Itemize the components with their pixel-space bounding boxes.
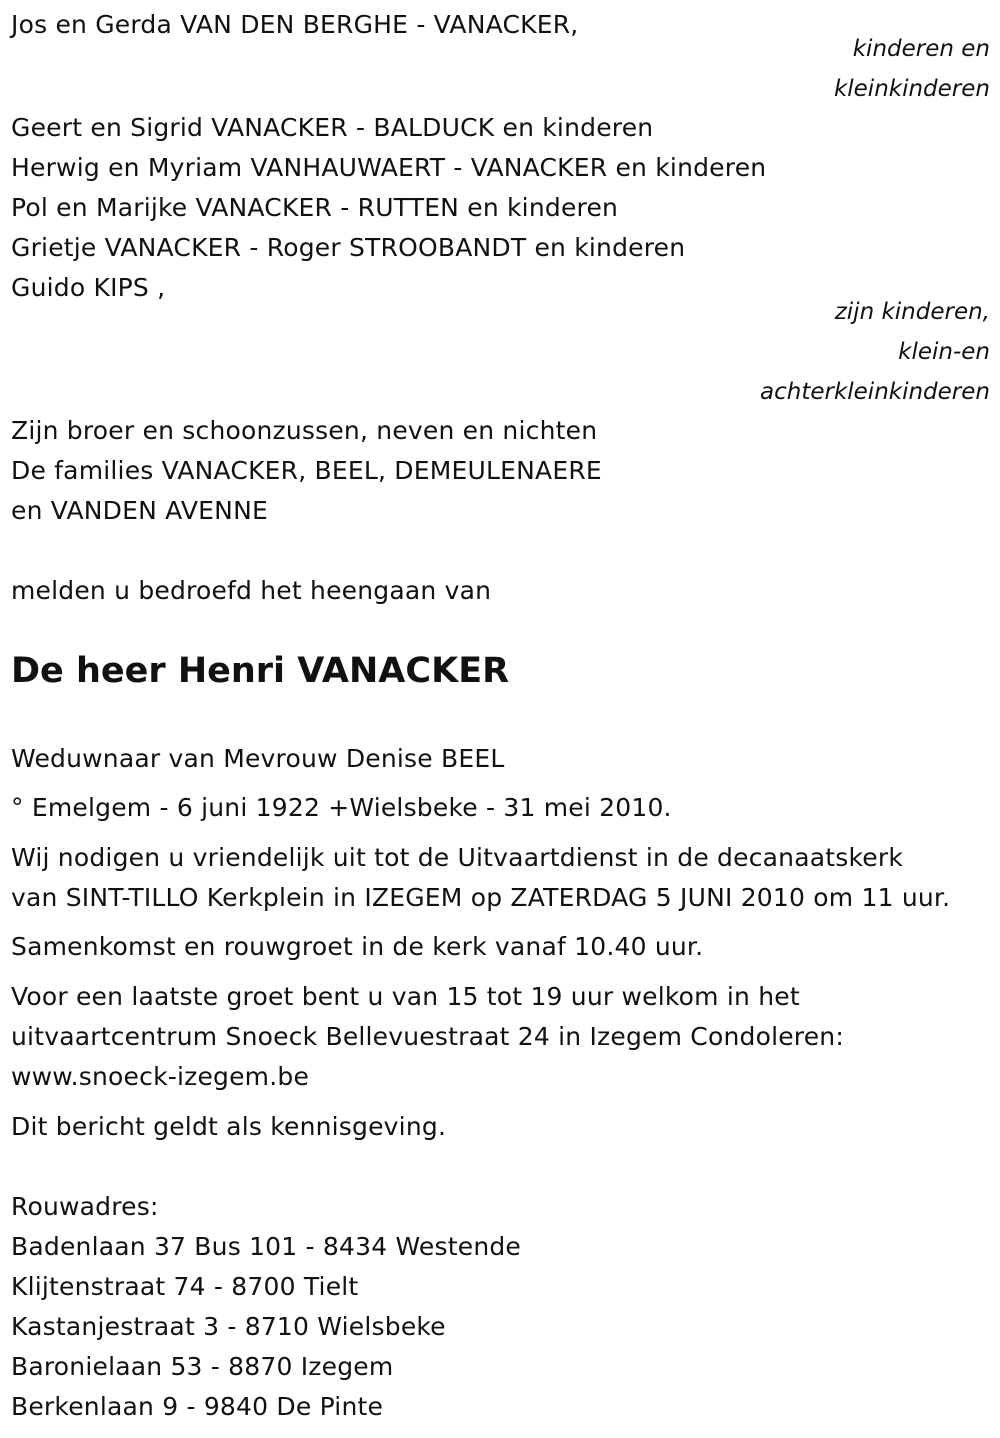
family-role-2: kleinkinderen	[833, 76, 990, 102]
gathering-line: Samenkomst en rouwgroet in de kerk vanaf 10.40 uur.	[11, 932, 704, 961]
deceased-name: De heer Henri VANACKER	[11, 651, 510, 691]
invitation-line: van SINT-TILLO Kerkplein in IZEGEM op ZATERDAG 5 JUNI 2010 om 11 uur.	[11, 883, 951, 912]
widower-line: Weduwnaar van Mevrouw Denise BEEL	[11, 744, 505, 773]
descendant-line: Pol en Marijke VANACKER - RUTTEN en kinderen	[11, 193, 619, 222]
descendants-role-2: klein-en	[898, 339, 990, 365]
relatives-line: De families VANACKER, BEEL, DEMEULENAERE	[11, 456, 602, 485]
family-line: Jos en Gerda VAN DEN BERGHE - VANACKER,	[11, 10, 579, 39]
family-role-1: kinderen en	[852, 36, 990, 62]
address-line: Badenlaan 37 Bus 101 - 8434 Westende	[11, 1232, 522, 1261]
descendants-role-3: achterkleinkinderen	[760, 379, 990, 405]
address-line: Klijtenstraat 74 - 8700 Tielt	[11, 1272, 359, 1301]
notice-line: Dit bericht geldt als kennisgeving.	[11, 1112, 447, 1141]
descendant-line: Herwig en Myriam VANHAUWAERT - VANACKER en kinderen	[11, 153, 767, 182]
invitation-line: Wij nodigen u vriendelijk uit tot de Uitvaartdienst in de decanaatskerk	[11, 843, 903, 872]
address-line: Kastanjestraat 3 - 8710 Wielsbeke	[11, 1312, 446, 1341]
descendant-line: Guido KIPS ,	[11, 273, 166, 302]
descendants-role-1: zijn kinderen,	[834, 299, 990, 325]
address-label: Rouwadres:	[11, 1192, 159, 1221]
descendant-line: Geert en Sigrid VANACKER - BALDUCK en kinderen	[11, 113, 654, 142]
relatives-line: Zijn broer en schoonzussen, neven en nichten	[11, 416, 598, 445]
visitation-line: uitvaartcentrum Snoeck Bellevuestraat 24 in Izegem Condoleren:	[11, 1022, 844, 1051]
address-line: Baronielaan 53 - 8870 Izegem	[11, 1352, 394, 1381]
address-line: Berkenlaan 9 - 9840 De Pinte	[11, 1392, 384, 1421]
visitation-line: Voor een laatste groet bent u van 15 tot 19 uur welkom in het	[11, 982, 800, 1011]
announcement: melden u bedroefd het heengaan van	[11, 576, 492, 605]
website-text: www.snoeck-izegem.be	[11, 1062, 310, 1091]
descendant-line: Grietje VANACKER - Roger STROOBANDT en kinderen	[11, 233, 686, 262]
dates-line: ° Emelgem - 6 juni 1922 +Wielsbeke - 31 mei 2010.	[11, 793, 672, 822]
relatives-line: en VANDEN AVENNE	[11, 496, 268, 525]
